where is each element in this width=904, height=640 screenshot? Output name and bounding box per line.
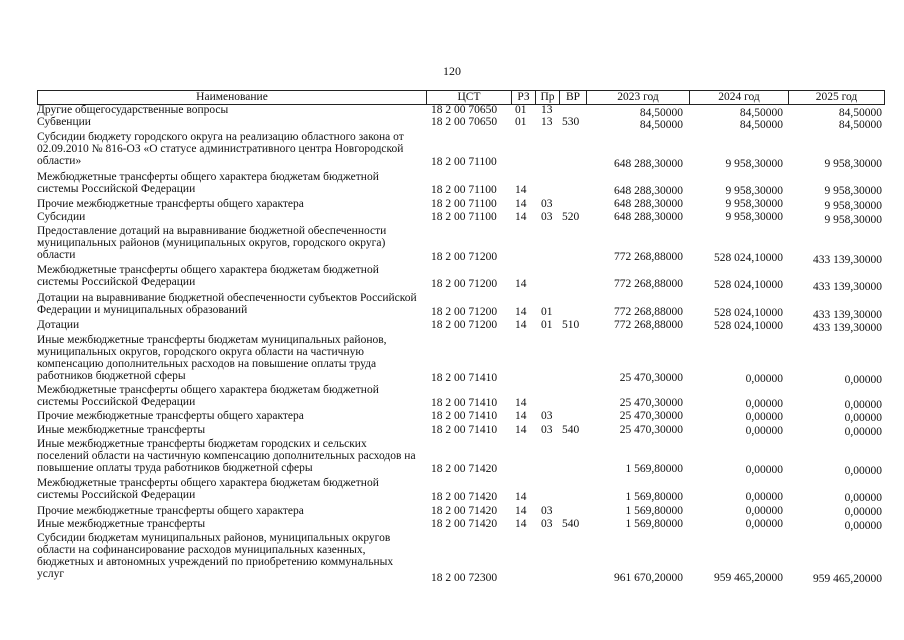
row-name: Межбюджетные трансферты общего характера бюджетам бюджетной системы Российской Федерации <box>37 477 379 501</box>
row-rz: 14 <box>515 198 527 210</box>
row-rz: 14 <box>515 518 527 530</box>
row-name: Субсидии <box>37 211 86 223</box>
row-rz: 14 <box>515 306 527 318</box>
row-2023: 648 288,30000 <box>614 198 683 210</box>
row-rz: 14 <box>515 278 527 290</box>
row-pr: 13 <box>541 116 553 128</box>
row-2024: 0,00000 <box>745 411 783 423</box>
row-2024: 0,00000 <box>745 491 783 503</box>
row-2025: 0,00000 <box>844 465 882 477</box>
row-2025: 0,00000 <box>844 492 882 504</box>
row-2024: 0,00000 <box>745 505 783 517</box>
row-2024: 528 024,10000 <box>714 307 783 319</box>
row-2023: 84,50000 <box>639 119 683 131</box>
row-2025: 9 958,30000 <box>824 185 882 197</box>
row-2024: 528 024,10000 <box>714 279 783 291</box>
row-code: 18 2 00 70650 <box>431 104 498 116</box>
row-name: Прочие межбюджетные трансферты общего характера <box>37 410 304 422</box>
row-code: 18 2 00 72300 <box>431 572 498 584</box>
row-vr: 510 <box>562 319 580 331</box>
row-rz: 14 <box>515 397 527 409</box>
row-2025: 84,50000 <box>838 107 882 119</box>
header-2025: 2025 год <box>788 90 885 105</box>
row-2025: 9 958,30000 <box>824 214 882 226</box>
row-2023: 772 268,88000 <box>614 319 683 331</box>
row-code: 18 2 00 71100 <box>431 198 497 210</box>
row-2024: 528 024,10000 <box>714 252 783 264</box>
row-rz: 14 <box>515 491 527 503</box>
row-2025: 433 139,30000 <box>813 309 882 321</box>
row-2025: 9 958,30000 <box>824 200 882 212</box>
row-code: 18 2 00 71410 <box>431 397 498 409</box>
row-pr: 01 <box>541 306 553 318</box>
row-2025: 84,50000 <box>838 119 882 131</box>
row-code: 18 2 00 71100 <box>431 156 497 168</box>
row-2023: 1 569,80000 <box>625 505 683 517</box>
row-rz: 14 <box>515 211 527 223</box>
row-2023: 84,50000 <box>639 107 683 119</box>
header-cst: ЦСТ <box>426 90 512 105</box>
row-name: Субвенции <box>37 116 91 128</box>
row-name: Другие общегосударственные вопросы <box>37 104 229 116</box>
row-name: Иные межбюджетные трансферты бюджетам городских и сельских поселений области на частичную компенсацию дополнительных расходов на повышение оплаты труда работников бюджетной сферы <box>37 438 416 474</box>
row-vr: 520 <box>562 211 580 223</box>
row-rz: 14 <box>515 505 527 517</box>
row-2024: 0,00000 <box>745 373 783 385</box>
row-2025: 0,00000 <box>844 374 882 386</box>
row-name: Дотации <box>37 319 80 331</box>
row-2023: 25 470,30000 <box>619 424 683 436</box>
row-name: Иные межбюджетные трансферты <box>37 518 206 530</box>
row-rz: 14 <box>515 424 527 436</box>
row-pr: 03 <box>541 505 553 517</box>
row-pr: 13 <box>541 104 553 116</box>
row-2025: 0,00000 <box>844 426 882 438</box>
header-vr: ВР <box>559 90 587 105</box>
row-code: 18 2 00 71410 <box>431 424 498 436</box>
row-rz: 14 <box>515 184 527 196</box>
row-name: Иные межбюджетные трансферты бюджетам муниципальных районов, муниципальных округов, городского округа области на частичную компенсацию дополнительных расходов на повышение оплаты труда работников бюджетной сферы <box>37 334 387 382</box>
row-2025: 0,00000 <box>844 412 882 424</box>
row-2025: 433 139,30000 <box>813 322 882 334</box>
row-code: 18 2 00 70650 <box>431 116 498 128</box>
row-2023: 1 569,80000 <box>625 518 683 530</box>
row-pr: 03 <box>541 211 553 223</box>
row-rz: 14 <box>515 410 527 422</box>
row-name: Дотации на выравнивание бюджетной обеспеченности субъектов Российской Федерации и муниципальных образований <box>37 292 417 316</box>
row-rz: 14 <box>515 319 527 331</box>
row-2024: 528 024,10000 <box>714 320 783 332</box>
row-2024: 959 465,20000 <box>714 572 783 584</box>
header-2024: 2024 год <box>689 90 789 105</box>
row-2023: 648 288,30000 <box>614 158 683 170</box>
row-2023: 772 268,88000 <box>614 278 683 290</box>
row-2025: 9 958,30000 <box>824 158 882 170</box>
row-code: 18 2 00 71200 <box>431 306 498 318</box>
header-pr: Пр <box>535 90 560 105</box>
row-2024: 0,00000 <box>745 518 783 530</box>
row-2024: 84,50000 <box>739 119 783 131</box>
row-code: 18 2 00 71200 <box>431 278 498 290</box>
row-2023: 961 670,20000 <box>614 572 683 584</box>
row-code: 18 2 00 71410 <box>431 372 498 384</box>
row-code: 18 2 00 71200 <box>431 319 498 331</box>
row-code: 18 2 00 71420 <box>431 518 498 530</box>
row-pr: 01 <box>541 319 553 331</box>
row-name: Предоставление дотаций на выравнивание бюджетной обеспеченности муниципальных районов (муниципальных округов, городского округа) области <box>37 225 387 261</box>
row-2025: 0,00000 <box>844 520 882 532</box>
row-2024: 0,00000 <box>745 425 783 437</box>
row-code: 18 2 00 71420 <box>431 463 498 475</box>
row-2025: 0,00000 <box>844 506 882 518</box>
row-2024: 9 958,30000 <box>725 158 783 170</box>
row-2023: 1 569,80000 <box>625 491 683 503</box>
row-2023: 772 268,88000 <box>614 251 683 263</box>
row-2024: 0,00000 <box>745 464 783 476</box>
row-pr: 03 <box>541 518 553 530</box>
row-2025: 0,00000 <box>844 399 882 411</box>
header-rz: РЗ <box>511 90 536 105</box>
row-2024: 84,50000 <box>739 107 783 119</box>
page-number: 120 <box>443 64 461 78</box>
row-name: Прочие межбюджетные трансферты общего характера <box>37 198 304 210</box>
row-2024: 9 958,30000 <box>725 198 783 210</box>
row-name: Субсидии бюджетам муниципальных районов, муниципальных округов области на софинансирование расходов муниципальных казенных, бюджетных и автономных учреждений по приобретению коммунальных услуг <box>37 532 394 580</box>
row-2023: 1 569,80000 <box>625 463 683 475</box>
row-name: Межбюджетные трансферты общего характера бюджетам бюджетной системы Российской Федерации <box>37 264 379 288</box>
row-name: Прочие межбюджетные трансферты общего характера <box>37 505 304 517</box>
row-code: 18 2 00 71420 <box>431 491 498 503</box>
row-2024: 9 958,30000 <box>725 185 783 197</box>
row-rz: 01 <box>515 116 527 128</box>
row-name: Субсидии бюджету городского округа на реализацию областного закона от 02.09.2010 № 816-ОЗ «О статусе административного центра Новгородской области» <box>37 131 404 167</box>
row-pr: 03 <box>541 410 553 422</box>
row-2024: 0,00000 <box>745 398 783 410</box>
row-pr: 03 <box>541 424 553 436</box>
row-2023: 648 288,30000 <box>614 185 683 197</box>
row-2025: 433 139,30000 <box>813 281 882 293</box>
header-2023: 2023 год <box>586 90 690 105</box>
row-name: Межбюджетные трансферты общего характера бюджетам бюджетной системы Российской Федерации <box>37 171 379 195</box>
row-code: 18 2 00 71200 <box>431 251 498 263</box>
row-vr: 530 <box>562 116 580 128</box>
row-2025: 959 465,20000 <box>813 573 882 585</box>
row-2023: 772 268,88000 <box>614 306 683 318</box>
row-2023: 648 288,30000 <box>614 211 683 223</box>
row-vr: 540 <box>562 518 580 530</box>
row-2023: 25 470,30000 <box>619 397 683 409</box>
row-name: Межбюджетные трансферты общего характера бюджетам бюджетной системы Российской Федерации <box>37 384 379 408</box>
row-2025: 433 139,30000 <box>813 254 882 266</box>
row-code: 18 2 00 71100 <box>431 211 497 223</box>
row-code: 18 2 00 71100 <box>431 184 497 196</box>
row-code: 18 2 00 71420 <box>431 505 498 517</box>
row-2023: 25 470,30000 <box>619 410 683 422</box>
row-code: 18 2 00 71410 <box>431 410 498 422</box>
row-2023: 25 470,30000 <box>619 372 683 384</box>
row-pr: 03 <box>541 198 553 210</box>
row-rz: 01 <box>515 104 527 116</box>
row-vr: 540 <box>562 424 580 436</box>
row-2024: 9 958,30000 <box>725 211 783 223</box>
header-name: Наименование <box>37 90 427 105</box>
row-name: Иные межбюджетные трансферты <box>37 424 206 436</box>
